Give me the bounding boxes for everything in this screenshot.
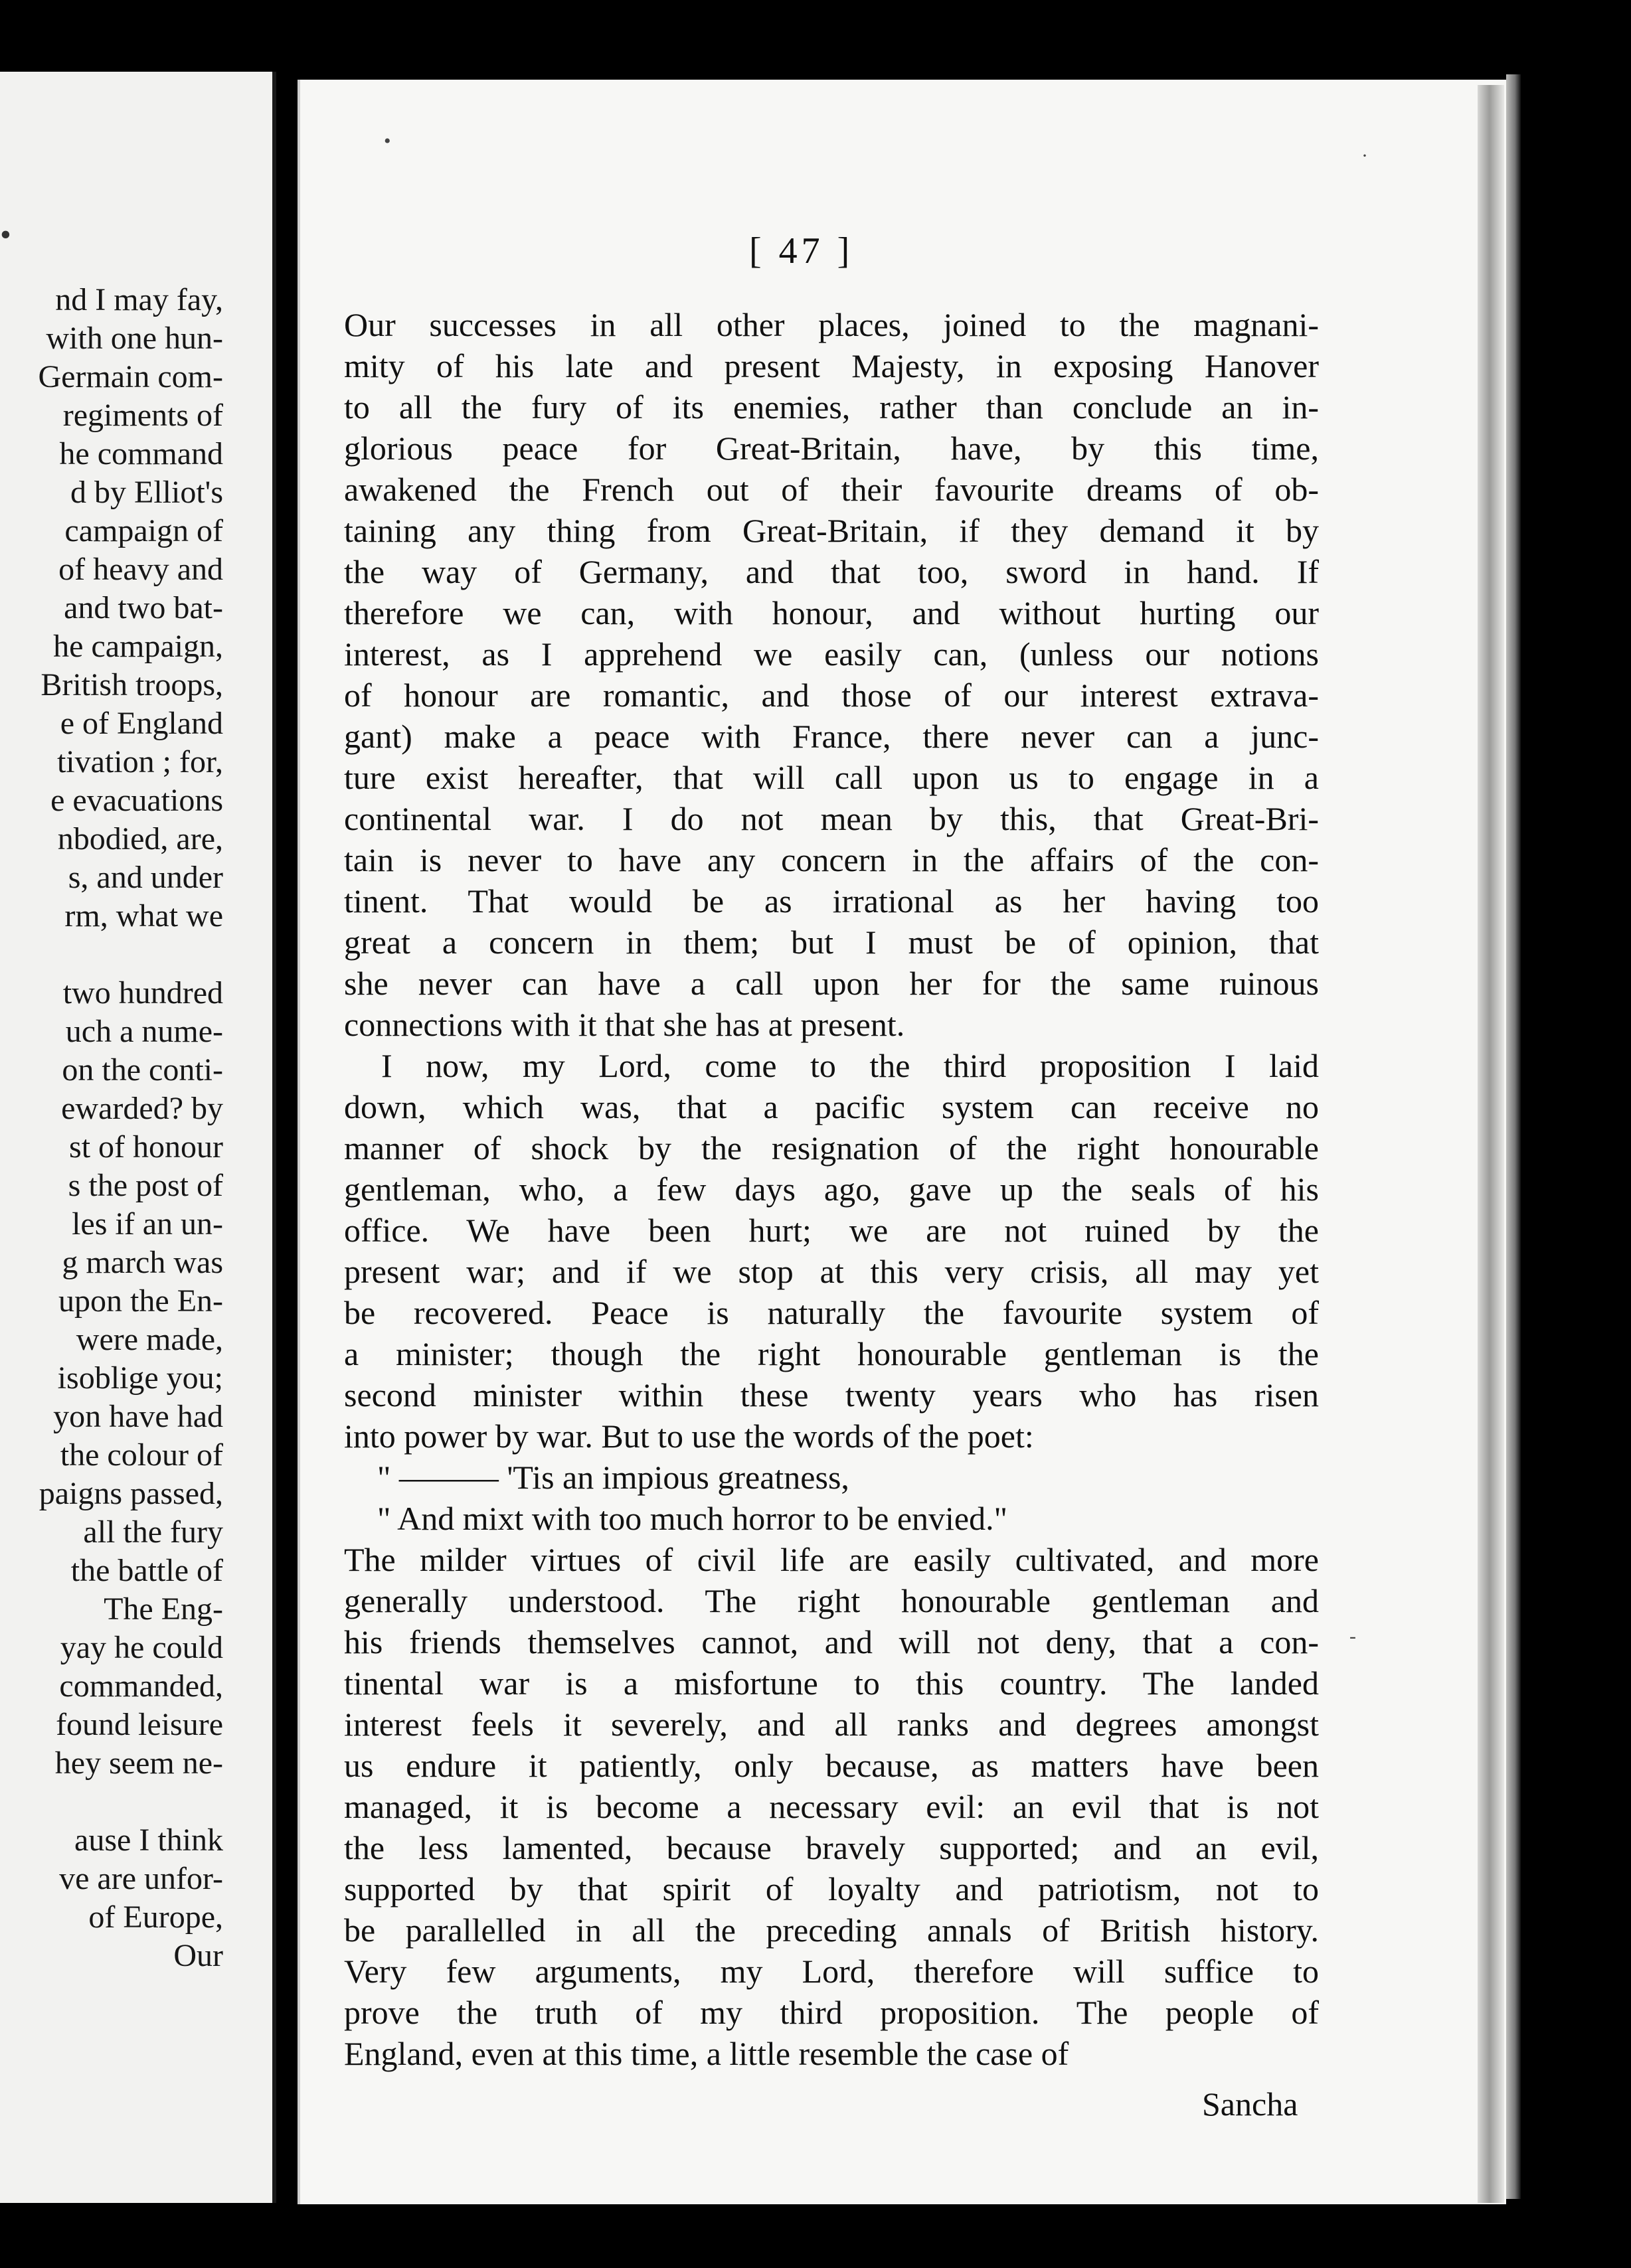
text-line: to all the fury of its enemies, rather than conclude an in-	[344, 388, 1319, 426]
left-text-line: he command	[59, 436, 223, 471]
text-line: of honour are romantic, and those of our interest extrava-	[344, 677, 1319, 714]
text-line: be recovered. Peace is naturally the favourite system of	[344, 1294, 1319, 1331]
left-text-line: paigns passed,	[39, 1476, 223, 1511]
text-line: down, which was, that a pacific system can receive no	[344, 1088, 1319, 1125]
text-line: mity of his late and present Majesty, in exposing Hanover	[344, 347, 1319, 384]
left-facing-page	[0, 72, 276, 2203]
text-line: a minister; though the right honourable gentleman is the	[344, 1335, 1319, 1372]
left-text-line: ewarded? by	[61, 1091, 223, 1126]
left-text-line: e of England	[60, 706, 223, 741]
left-text-line: all the fury	[83, 1514, 223, 1550]
text-line: therefore we can, with honour, and without hurting our	[344, 594, 1319, 631]
left-text-line: of heavy and	[58, 552, 223, 587]
text-line: interest feels it severely, and all ranks and degrees amongst	[344, 1706, 1319, 1743]
text-line: the way of Germany, and that too, sword in hand. If	[344, 553, 1319, 590]
left-text-line: d by Elliot's	[70, 475, 223, 510]
text-line: England, even at this time, a little resemble the case of	[344, 2035, 1069, 2072]
left-page-mark: •	[0, 217, 11, 252]
left-text-line: tivation ; for,	[56, 744, 223, 779]
text-line: present war; and if we stop at this very crisis, all may yet	[344, 1253, 1319, 1290]
left-text-line: ve are unfor-	[59, 1861, 223, 1896]
text-line: interest, as I apprehend we easily can, (unless our notions	[344, 635, 1319, 673]
left-text-line: nbodied, are,	[57, 821, 223, 856]
text-line: the less lamented, because bravely supported; and an evil,	[344, 1829, 1319, 1866]
text-line: tain is never to have any concern in the affairs of the con-	[344, 841, 1319, 878]
left-text-line: campaign of	[64, 513, 223, 548]
specks: -	[1349, 1625, 1356, 1647]
left-text-line: g march was	[62, 1245, 223, 1280]
text-line: into power by war. But to use the words of the poet:	[344, 1418, 1034, 1455]
text-line: office. We have been hurt; we are not ruined by the	[344, 1212, 1319, 1249]
left-text-line: on the conti-	[62, 1052, 223, 1088]
text-line: " And mixt with too much horror to be envied."	[377, 1500, 1008, 1537]
left-text-line: commanded,	[59, 1668, 223, 1704]
left-page-text	[0, 281, 223, 1975]
left-text-line: s, and under	[68, 860, 223, 895]
text-line: managed, it is become a necessary evil: an evil that is not	[344, 1788, 1319, 1825]
text-line: Our successes in all other places, joined to the magnani-	[344, 306, 1319, 343]
text-line: continental war. I do not mean by this, that Great-Bri-	[344, 800, 1319, 837]
left-text-line: were made,	[76, 1322, 223, 1357]
left-text-line: les if an un-	[72, 1206, 223, 1242]
body-text	[344, 304, 1319, 2074]
text-line: us endure it patiently, only because, as matters have been	[344, 1747, 1319, 1784]
left-text-line: s the post of	[68, 1168, 223, 1203]
left-text-line: isoblige you;	[57, 1360, 223, 1396]
specks: •	[384, 130, 391, 152]
left-text-line: two hundred	[62, 975, 223, 1011]
left-text-line: The Eng-	[104, 1591, 223, 1627]
page-number: [ 47 ]	[749, 230, 854, 272]
text-line: tinent. That would be as irrational as her having too	[344, 882, 1319, 920]
left-text-line: st of honour	[69, 1129, 223, 1165]
left-text-line: uch a nume-	[65, 1014, 223, 1049]
text-line: connections with it that she has at present.	[344, 1006, 905, 1043]
text-line: generally understood. The right honourable gentleman and	[344, 1582, 1319, 1619]
left-text-line: with one hun-	[46, 321, 223, 356]
text-line: manner of shock by the resignation of the right honourable	[344, 1129, 1319, 1167]
text-line: gant) make a peace with France, there never can a junc-	[344, 718, 1319, 755]
left-text-line: upon the En-	[58, 1283, 223, 1319]
left-text-line: yay he could	[60, 1630, 223, 1665]
left-text-line: the battle of	[70, 1553, 223, 1588]
text-line: be parallelled in all the preceding annals of British history.	[344, 1911, 1319, 1949]
page-edge-shadow	[1506, 74, 1521, 2199]
left-text-line: e evacuations	[50, 783, 223, 818]
left-text-line: British troops,	[41, 667, 223, 702]
left-text-line: yon have had	[53, 1399, 223, 1434]
text-line: tinental war is a misfortune to this country. The landed	[344, 1664, 1319, 1702]
text-line: glorious peace for Great-Britain, have, by this time,	[344, 430, 1319, 467]
text-line: " ——— 'Tis an impious greatness,	[377, 1459, 849, 1496]
left-text-line: the colour of	[60, 1437, 223, 1473]
text-line: prove the truth of my third proposition. The people of	[344, 1994, 1319, 2031]
text-line: she never can have a call upon her for the same ruinous	[344, 965, 1319, 1002]
text-line: taining any thing from Great-Britain, if they demand it by	[344, 512, 1319, 549]
left-text-line: Germain com-	[38, 359, 223, 394]
left-text-line: ause I think	[74, 1822, 223, 1858]
text-line: great a concern in them; but I must be of opinion, that	[344, 924, 1319, 961]
text-line: second minister within these twenty years who has risen	[344, 1376, 1319, 1414]
page-edge	[1478, 85, 1504, 2203]
left-text-line: found leisure	[56, 1707, 223, 1742]
left-text-line: Our	[173, 1938, 223, 1973]
catchword: Sancha	[1202, 2085, 1298, 2123]
left-text-line: and two bat-	[64, 590, 223, 625]
text-line: his friends themselves cannot, and will not deny, that a con-	[344, 1623, 1319, 1660]
left-text-line: rm, what we	[64, 898, 223, 933]
left-text-line: hey seem ne-	[54, 1745, 223, 1781]
text-line: awakened the French out of their favourite dreams of ob-	[344, 471, 1319, 508]
text-line: Very few arguments, my Lord, therefore will suffice to	[344, 1953, 1319, 1990]
text-line: supported by that spirit of loyalty and patriotism, not to	[344, 1870, 1319, 1907]
specks: ·	[1361, 145, 1368, 167]
text-line: The milder virtues of civil life are easily cultivated, and more	[344, 1541, 1319, 1578]
text-line: gentleman, who, a few days ago, gave up the seals of his	[344, 1171, 1319, 1208]
left-text-line: regiments of	[62, 398, 223, 433]
text-line: ture exist hereafter, that will call upon us to engage in a	[344, 759, 1319, 796]
left-text-line: of Europe,	[88, 1900, 223, 1935]
left-text-line: nd I may fay,	[55, 282, 223, 317]
left-text-line: he campaign,	[53, 629, 223, 664]
text-line: I now, my Lord, come to the third proposition I laid	[381, 1047, 1319, 1084]
